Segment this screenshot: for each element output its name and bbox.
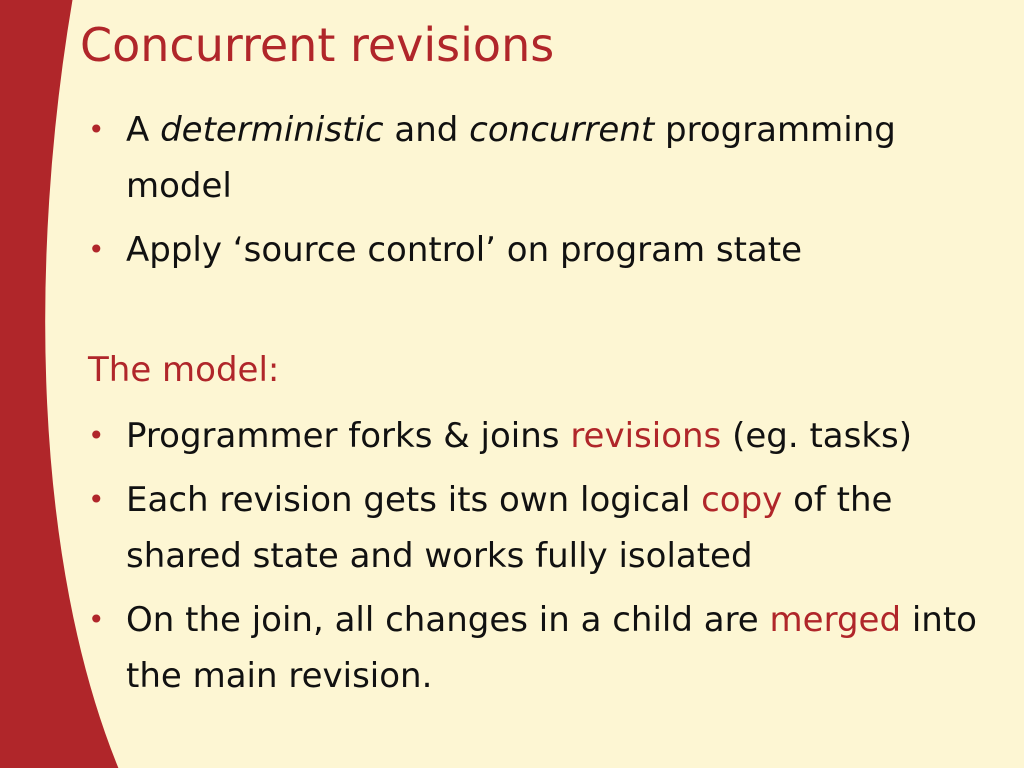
bullet-text-suffix: programming model	[126, 110, 896, 206]
bullet-item	[88, 222, 984, 278]
highlight-merged: merged	[769, 600, 902, 640]
bullet-marker: •	[88, 483, 105, 516]
slide-title: Concurrent revisions	[80, 18, 555, 72]
bullet-text-pre: Programmer forks & joins	[126, 416, 571, 456]
bullet-marker: •	[88, 603, 105, 636]
highlight-copy: copy	[701, 480, 783, 520]
bullet-marker: •	[88, 233, 105, 266]
bullet-text-post: of the shared state and works fully isolated	[126, 480, 893, 576]
bullet-text-pre: On the join, all changes in a child are	[126, 600, 770, 640]
bullet-text	[126, 408, 984, 464]
bullet-text	[126, 472, 984, 584]
bullet-text-prefix: A	[126, 110, 161, 150]
model-bullet-list	[88, 408, 984, 704]
bullet-text-pre: Each revision gets its own logical	[126, 480, 702, 520]
bullet-item	[88, 472, 984, 584]
emphasis-concurrent: concurrent	[469, 110, 655, 150]
bullet-text	[126, 102, 984, 214]
bullet-marker: •	[88, 113, 105, 146]
bullet-item	[88, 102, 984, 214]
bullet-text	[126, 592, 984, 704]
model-heading: The model:	[88, 350, 280, 390]
bullet-text-mid: and	[383, 110, 470, 150]
bullet-item	[88, 408, 984, 464]
bullet-item	[88, 592, 984, 704]
bullet-text: Apply ‘source control’ on program state	[126, 230, 803, 270]
emphasis-deterministic: deterministic	[160, 110, 384, 150]
bullet-text-post: into the main revision.	[126, 600, 977, 696]
bullet-marker: •	[88, 419, 105, 452]
highlight-revisions: revisions	[570, 416, 722, 456]
bullet-text-post: (eg. tasks)	[721, 416, 913, 456]
intro-bullet-list	[88, 102, 984, 278]
